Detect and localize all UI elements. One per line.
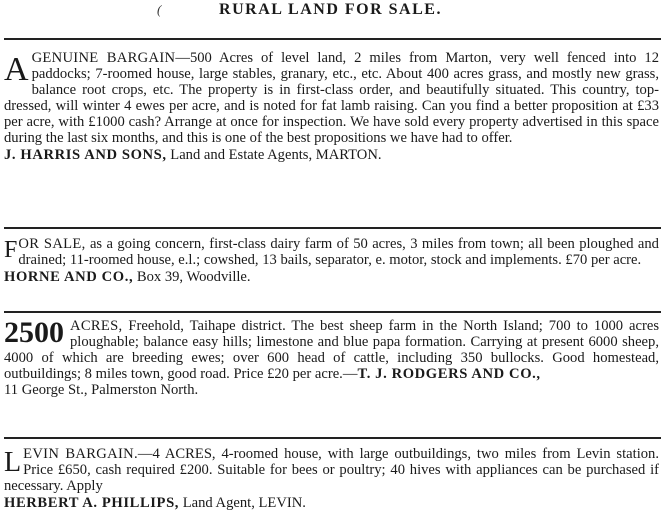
ad-headline: OR SALE,: [18, 236, 86, 252]
ad-body: —4 ACRES, 4-roomed house, with large outbuildings, two miles from Levin station. Price £650, cash required £200. Suitable for bees or poultry; 40 hives with appliances can be purchased if necessary. Apply: [4, 446, 659, 494]
ad-signature: [4, 495, 659, 511]
advertisement-taihape: [4, 318, 659, 398]
ad-body: as a going concern, first-class dairy farm of 50 acres, 3 miles from town; all been ploughed and drained; 11-roomed house, e.l.; cowshed, 13 bails, separator, e. motor, stock and implements. £70 per acre.: [18, 236, 659, 268]
ad-signature: [4, 269, 659, 285]
agent-details: Box 39, Woodville.: [133, 269, 251, 285]
drop-cap: 2500: [4, 316, 64, 349]
advertisement-levin: [4, 446, 659, 511]
drop-cap: L: [4, 447, 22, 478]
agent-address: 11 George St., Palmerston North.: [4, 382, 199, 398]
agent-name: HERBERT A. PHILLIPS,: [4, 495, 180, 511]
agent-name: HORNE AND CO.,: [4, 269, 134, 285]
advertisement-woodville: [4, 236, 659, 285]
page-title: RURAL LAND FOR SALE.: [219, 1, 442, 18]
agent-name: T. J. RODGERS AND CO.,: [357, 366, 541, 382]
ad-headline: EVIN BARGAIN.: [23, 446, 138, 462]
drop-cap: A: [4, 51, 29, 88]
ad-headline: ACRES,: [70, 318, 123, 334]
agent-details: Land and Estate Agents, MARTON.: [166, 147, 382, 163]
advertisement-marton: [4, 50, 659, 163]
ad-headline: GENUINE BARGAIN: [31, 50, 176, 66]
stray-mark: (: [157, 2, 162, 17]
divider-rule: [4, 311, 661, 313]
divider-rule: [4, 437, 661, 439]
divider-rule: [4, 227, 661, 229]
agent-name: J. HARRIS AND SONS,: [4, 147, 167, 163]
ad-signature: [4, 147, 659, 163]
ad-body: Freehold, Taihape district. The best sheep farm in the North Island; 700 to 1000 acres ploughable; balance easy hills; limestone and blue papa formation. Carrying at present 6000 sheep, 4000 of which are breeding ewes; over 600 head of cattle, including 350 bullocks. Good homestead, outbuildings; 8 miles town, good road. Price £20 per acre.—: [4, 318, 659, 382]
agent-details: Land Agent, LEVIN.: [179, 495, 306, 511]
drop-cap: F: [4, 237, 18, 263]
ad-body: —500 Acres of level land, 2 miles from Marton, very well fenced into 12 paddocks; 7-roomed house, large stables, granary, etc., etc. About 400 acres grass, and mostly new grass, balance root crops, etc. The property is in first-class order, and beautifully situated. This country, top-dressed, will winter 4 ewes per acre, and is noted for fat lamb raising. Can you find a better proposition at £33 per acre, with £1000 cash? Arrange at once for inspection. We have sold every property advertised in this space during the last six months, and this is one of the best propositions we have had to offer.: [4, 50, 659, 146]
divider-rule: [4, 38, 661, 40]
